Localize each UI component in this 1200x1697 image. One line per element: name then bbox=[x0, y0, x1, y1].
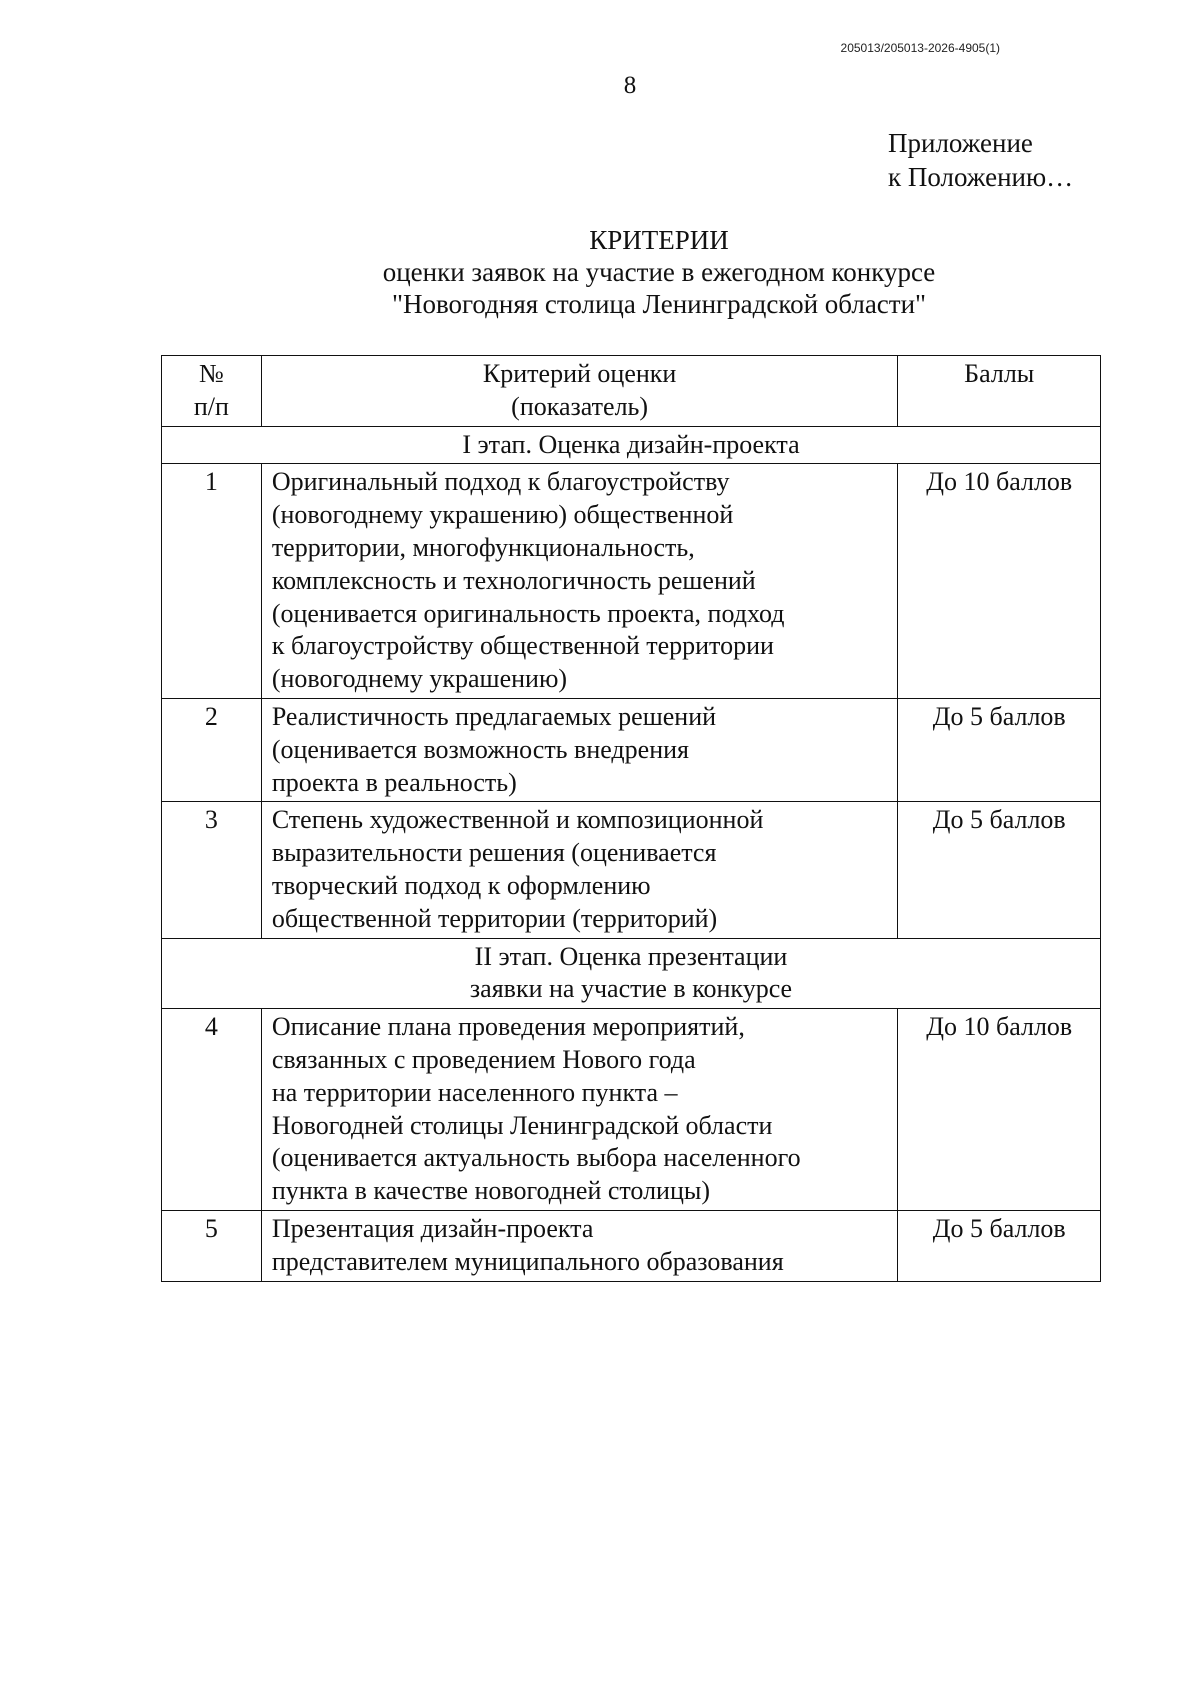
row-score: До 5 баллов bbox=[898, 1210, 1101, 1281]
row-criterion bbox=[261, 698, 898, 801]
stage-title-line: заявки на участие в конкурсе bbox=[469, 974, 793, 1004]
stage-1-title bbox=[162, 426, 1101, 464]
page-number: 8 bbox=[623, 72, 637, 99]
row-score: До 10 баллов bbox=[898, 1009, 1101, 1211]
header-score bbox=[898, 356, 1101, 427]
criterion-line: связанных с проведением Нового года bbox=[271, 1044, 696, 1074]
stage-2-title bbox=[162, 938, 1101, 1009]
stage-row bbox=[162, 938, 1101, 1009]
criterion-line: на территории населенного пункта – bbox=[271, 1077, 678, 1107]
criterion-line: (новогоднему украшению) bbox=[271, 664, 568, 694]
criterion-line: пункта в качестве новогодней столицы) bbox=[271, 1176, 711, 1206]
table-row bbox=[162, 698, 1101, 801]
criterion-line: (оценивается актуальность выбора населенного bbox=[271, 1143, 801, 1173]
table-row bbox=[162, 1009, 1101, 1211]
criterion-line: Новогодней столицы Ленинградской области bbox=[271, 1110, 773, 1140]
criterion-line: выразительности решения (оценивается bbox=[271, 838, 717, 868]
document-id: 205013/205013-2026-4905(1) bbox=[840, 41, 1000, 55]
row-number: 1 bbox=[162, 464, 262, 699]
criterion-line: Реалистичность предлагаемых решений bbox=[271, 701, 717, 731]
stage-row bbox=[162, 426, 1101, 464]
table-row bbox=[162, 1210, 1101, 1281]
heading-title: КРИТЕРИИ bbox=[589, 225, 729, 255]
row-number: 4 bbox=[162, 1009, 262, 1211]
table-row bbox=[162, 802, 1101, 938]
row-number: 5 bbox=[162, 1210, 262, 1281]
criterion-line: комплексность и технологичность решений bbox=[271, 565, 756, 595]
header-criterion bbox=[261, 356, 898, 427]
header-criterion-line: Критерий оценки bbox=[482, 359, 677, 388]
criteria-table bbox=[161, 355, 1101, 1282]
criterion-line: Описание плана проведения мероприятий, bbox=[271, 1012, 745, 1042]
heading-subtitle-line: "Новогодняя столица Ленинградской области" bbox=[391, 289, 927, 319]
header-score-label: Баллы bbox=[964, 359, 1035, 388]
table-header-row bbox=[162, 356, 1101, 427]
criterion-line: к благоустройству общественной территории bbox=[271, 631, 774, 661]
criterion-line: Степень художественной и композиционной bbox=[271, 805, 764, 835]
row-criterion bbox=[261, 464, 898, 699]
criterion-line: Оригинальный подход к благоустройству bbox=[271, 467, 730, 497]
criterion-line: творческий подход к оформлению bbox=[271, 870, 651, 900]
row-score: До 5 баллов bbox=[898, 698, 1101, 801]
stage-title-line: I этап. Оценка дизайн-проекта bbox=[462, 429, 800, 459]
header-number bbox=[162, 356, 262, 427]
criterion-line: (оценивается оригинальность проекта, подход bbox=[271, 598, 785, 628]
header-number-line: п/п bbox=[193, 391, 229, 421]
header-number-line: № bbox=[199, 359, 224, 388]
criterion-line: территории, многофункциональность, bbox=[271, 532, 695, 562]
row-criterion bbox=[261, 1210, 898, 1281]
appendix-line: Приложение bbox=[888, 128, 1033, 158]
table-row bbox=[162, 464, 1101, 699]
appendix-reference bbox=[888, 126, 1073, 194]
document-heading bbox=[0, 224, 1200, 320]
row-criterion bbox=[261, 802, 898, 938]
appendix-line: к Положению… bbox=[888, 162, 1074, 192]
heading-subtitle-line: оценки заявок на участие в ежегодном конкурсе bbox=[382, 257, 936, 287]
header-criterion-line: (показатель) bbox=[511, 391, 649, 421]
criterion-line: представителем муниципального образования bbox=[271, 1246, 784, 1276]
criterion-line: (новогоднему украшению) общественной bbox=[271, 500, 734, 530]
row-number: 3 bbox=[162, 802, 262, 938]
criterion-line: проекта в реальность) bbox=[271, 767, 517, 797]
criterion-line: общественной территории (территорий) bbox=[271, 903, 718, 933]
row-score: До 10 баллов bbox=[898, 464, 1101, 699]
row-number: 2 bbox=[162, 698, 262, 801]
row-score: До 5 баллов bbox=[898, 802, 1101, 938]
row-criterion bbox=[261, 1009, 898, 1211]
stage-title-line: II этап. Оценка презентации bbox=[474, 941, 788, 971]
criterion-line: (оценивается возможность внедрения bbox=[271, 734, 689, 764]
criterion-line: Презентация дизайн-проекта bbox=[271, 1213, 594, 1243]
